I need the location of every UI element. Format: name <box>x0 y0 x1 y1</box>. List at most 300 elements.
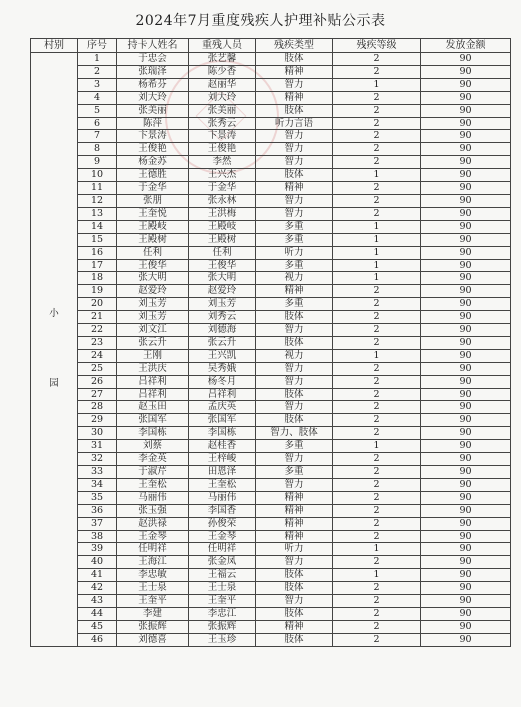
payment-amount: 90 <box>421 543 511 556</box>
disability-type: 智力、肢体 <box>256 427 333 440</box>
disability-level: 2 <box>333 298 421 311</box>
payment-amount: 90 <box>421 207 511 220</box>
table-row <box>31 556 511 569</box>
disability-level: 1 <box>333 220 421 233</box>
cardholder-name: 刘文江 <box>117 324 189 337</box>
disability-type: 精神 <box>256 491 333 504</box>
disability-type: 多重 <box>256 298 333 311</box>
payment-amount: 90 <box>421 556 511 569</box>
row-index: 6 <box>78 117 117 130</box>
payment-amount: 90 <box>421 117 511 130</box>
table-row <box>31 530 511 543</box>
header-amount: 发放金额 <box>421 39 511 53</box>
table-row <box>31 595 511 608</box>
disability-type: 智力 <box>256 324 333 337</box>
row-index: 46 <box>78 633 117 646</box>
cardholder-name: 张玉强 <box>117 504 189 517</box>
disability-level: 2 <box>333 324 421 337</box>
disability-level: 2 <box>333 633 421 646</box>
disabled-person-name: 张金凤 <box>189 556 256 569</box>
disability-level: 2 <box>333 53 421 66</box>
disability-type: 智力 <box>256 595 333 608</box>
disabled-person-name: 孙俊荣 <box>189 517 256 530</box>
disability-type: 肢体 <box>256 104 333 117</box>
disability-type: 肢体 <box>256 607 333 620</box>
disability-level: 2 <box>333 388 421 401</box>
table-row <box>31 401 511 414</box>
cardholder-name: 王俊艳 <box>117 143 189 156</box>
disability-type: 智力 <box>256 207 333 220</box>
disabled-person-name: 杨冬月 <box>189 375 256 388</box>
row-index: 33 <box>78 466 117 479</box>
row-index: 42 <box>78 582 117 595</box>
payment-amount: 90 <box>421 401 511 414</box>
disability-type: 智力 <box>256 156 333 169</box>
row-index: 18 <box>78 272 117 285</box>
disability-level: 2 <box>333 595 421 608</box>
payment-amount: 90 <box>421 53 511 66</box>
table-row <box>31 233 511 246</box>
table-row <box>31 169 511 182</box>
payment-amount: 90 <box>421 595 511 608</box>
disability-type: 精神 <box>256 91 333 104</box>
row-index: 37 <box>78 517 117 530</box>
row-index: 30 <box>78 427 117 440</box>
cardholder-name: 王殿岐 <box>117 220 189 233</box>
payment-amount: 90 <box>421 491 511 504</box>
table-row <box>31 491 511 504</box>
row-index: 12 <box>78 194 117 207</box>
disability-level: 2 <box>333 504 421 517</box>
payment-amount: 90 <box>421 504 511 517</box>
disability-type: 多重 <box>256 233 333 246</box>
disabled-person-name: 张大明 <box>189 272 256 285</box>
row-index: 38 <box>78 530 117 543</box>
disabled-person-name: 孟庆英 <box>189 401 256 414</box>
row-index: 2 <box>78 65 117 78</box>
cardholder-name: 刘德喜 <box>117 633 189 646</box>
payment-amount: 90 <box>421 91 511 104</box>
table-row <box>31 375 511 388</box>
payment-amount: 90 <box>421 388 511 401</box>
disability-type: 智力 <box>256 130 333 143</box>
header-village: 村别 <box>31 39 78 53</box>
payment-amount: 90 <box>421 569 511 582</box>
payment-amount: 90 <box>421 375 511 388</box>
table-row <box>31 414 511 427</box>
disabled-person-name: 王奎松 <box>189 478 256 491</box>
row-index: 26 <box>78 375 117 388</box>
disability-level: 2 <box>333 556 421 569</box>
row-index: 17 <box>78 259 117 272</box>
disabled-person-name: 王俊华 <box>189 259 256 272</box>
row-index: 16 <box>78 246 117 259</box>
cardholder-name: 王奎松 <box>117 478 189 491</box>
disabled-person-name: 王玉珍 <box>189 633 256 646</box>
row-index: 11 <box>78 182 117 195</box>
disability-level: 2 <box>333 182 421 195</box>
cardholder-name: 张朋 <box>117 194 189 207</box>
disability-level: 2 <box>333 607 421 620</box>
table-row <box>31 311 511 324</box>
table-row <box>31 156 511 169</box>
table-row <box>31 220 511 233</box>
payment-amount: 90 <box>421 427 511 440</box>
cardholder-name: 吕祥利 <box>117 375 189 388</box>
cardholder-name: 于淑芹 <box>117 466 189 479</box>
disability-level: 2 <box>333 427 421 440</box>
payment-amount: 90 <box>421 65 511 78</box>
disability-type: 智力 <box>256 478 333 491</box>
table-row <box>31 272 511 285</box>
cardholder-name: 王金琴 <box>117 530 189 543</box>
row-index: 45 <box>78 620 117 633</box>
disability-type: 智力 <box>256 78 333 91</box>
table-row <box>31 246 511 259</box>
disabled-person-name: 李国栋 <box>189 427 256 440</box>
disabled-person-name: 张云升 <box>189 336 256 349</box>
cardholder-name: 刘玉芳 <box>117 298 189 311</box>
cardholder-name: 吕祥利 <box>117 388 189 401</box>
disabled-person-name: 张永林 <box>189 194 256 207</box>
row-index: 23 <box>78 336 117 349</box>
disability-level: 2 <box>333 311 421 324</box>
table-row <box>31 543 511 556</box>
disability-level: 2 <box>333 65 421 78</box>
cardholder-name: 赵洪禄 <box>117 517 189 530</box>
disability-type: 肢体 <box>256 388 333 401</box>
table-row <box>31 298 511 311</box>
row-index: 32 <box>78 453 117 466</box>
payment-amount: 90 <box>421 349 511 362</box>
table-row <box>31 569 511 582</box>
disabled-person-name: 李忠江 <box>189 607 256 620</box>
table-row <box>31 91 511 104</box>
disabled-person-name: 陈少香 <box>189 65 256 78</box>
payment-amount: 90 <box>421 633 511 646</box>
disability-type: 肢体 <box>256 414 333 427</box>
payment-amount: 90 <box>421 311 511 324</box>
table-row <box>31 453 511 466</box>
payment-amount: 90 <box>421 453 511 466</box>
disability-type: 精神 <box>256 65 333 78</box>
table-row <box>31 440 511 453</box>
table-row <box>31 633 511 646</box>
disability-type: 精神 <box>256 620 333 633</box>
table-row <box>31 427 511 440</box>
page-title: 2024年7月重度残疾人护理补贴公示表 <box>135 13 386 29</box>
disability-type: 智力 <box>256 401 333 414</box>
cardholder-name: 马丽伟 <box>117 491 189 504</box>
payment-amount: 90 <box>421 194 511 207</box>
disability-level: 2 <box>333 517 421 530</box>
cardholder-name: 李国栋 <box>117 427 189 440</box>
disability-type: 肢体 <box>256 582 333 595</box>
disabled-person-name: 张国军 <box>189 414 256 427</box>
disability-level: 2 <box>333 582 421 595</box>
disability-type: 智力 <box>256 453 333 466</box>
disability-level: 1 <box>333 349 421 362</box>
header-disabled-person: 重残人员 <box>189 39 256 53</box>
disability-type: 智力 <box>256 143 333 156</box>
disability-level: 2 <box>333 91 421 104</box>
disability-level: 2 <box>333 143 421 156</box>
disability-type: 肢体 <box>256 569 333 582</box>
row-index: 19 <box>78 285 117 298</box>
table-row <box>31 362 511 375</box>
disability-level: 2 <box>333 207 421 220</box>
cardholder-name: 王刚 <box>117 349 189 362</box>
disabled-person-name: 张振辉 <box>189 620 256 633</box>
table-row <box>31 388 511 401</box>
header-disability-level: 残疾等级 <box>333 39 421 53</box>
table-row <box>31 582 511 595</box>
row-index: 25 <box>78 362 117 375</box>
subsidy-table <box>30 38 511 647</box>
disability-level: 1 <box>333 246 421 259</box>
disability-level: 2 <box>333 414 421 427</box>
disability-level: 2 <box>333 336 421 349</box>
header-index: 序号 <box>78 39 117 53</box>
disabled-person-name: 王兴凯 <box>189 349 256 362</box>
payment-amount: 90 <box>421 285 511 298</box>
disability-type: 视力 <box>256 349 333 362</box>
disability-type: 精神 <box>256 530 333 543</box>
table-row <box>31 104 511 117</box>
disability-type: 智力 <box>256 375 333 388</box>
cardholder-name: 赵玉田 <box>117 401 189 414</box>
disabled-person-name: 赵桂香 <box>189 440 256 453</box>
payment-amount: 90 <box>421 272 511 285</box>
table-row <box>31 182 511 195</box>
disability-level: 1 <box>333 272 421 285</box>
disability-type: 精神 <box>256 182 333 195</box>
disability-type: 多重 <box>256 220 333 233</box>
row-index: 13 <box>78 207 117 220</box>
header-cardholder: 持卡人姓名 <box>117 39 189 53</box>
table-row <box>31 620 511 633</box>
row-index: 34 <box>78 478 117 491</box>
cardholder-name: 李忠敏 <box>117 569 189 582</box>
row-index: 15 <box>78 233 117 246</box>
row-index: 39 <box>78 543 117 556</box>
row-index: 9 <box>78 156 117 169</box>
disability-type: 肢体 <box>256 336 333 349</box>
cardholder-name: 张国军 <box>117 414 189 427</box>
table-row <box>31 336 511 349</box>
disability-level: 2 <box>333 530 421 543</box>
cardholder-name: 刘玉芳 <box>117 311 189 324</box>
disability-type: 精神 <box>256 504 333 517</box>
table-row <box>31 324 511 337</box>
payment-amount: 90 <box>421 517 511 530</box>
row-index: 31 <box>78 440 117 453</box>
cardholder-name: 任明祥 <box>117 543 189 556</box>
row-index: 3 <box>78 78 117 91</box>
table-row <box>31 504 511 517</box>
row-index: 20 <box>78 298 117 311</box>
cardholder-name: 陈萍 <box>117 117 189 130</box>
cardholder-name: 张瑞泽 <box>117 65 189 78</box>
table-row <box>31 65 511 78</box>
disabled-person-name: 王洪梅 <box>189 207 256 220</box>
disabled-person-name: 王殿树 <box>189 233 256 246</box>
payment-amount: 90 <box>421 478 511 491</box>
disability-type: 智力 <box>256 362 333 375</box>
disability-level: 2 <box>333 375 421 388</box>
disabled-person-name: 刘秀云 <box>189 311 256 324</box>
disability-level: 2 <box>333 466 421 479</box>
disability-type: 多重 <box>256 440 333 453</box>
table-row <box>31 349 511 362</box>
row-index: 7 <box>78 130 117 143</box>
table-row <box>31 466 511 479</box>
disabled-person-name: 刘德海 <box>189 324 256 337</box>
cardholder-name: 杨希芬 <box>117 78 189 91</box>
row-index: 5 <box>78 104 117 117</box>
row-index: 43 <box>78 595 117 608</box>
disabled-person-name: 刘大玲 <box>189 91 256 104</box>
header-disability-type: 残疾类型 <box>256 39 333 53</box>
cardholder-name: 王殿树 <box>117 233 189 246</box>
disability-level: 1 <box>333 169 421 182</box>
disabled-person-name: 王兴杰 <box>189 169 256 182</box>
disabled-person-name: 王士泉 <box>189 582 256 595</box>
cardholder-name: 张云升 <box>117 336 189 349</box>
row-index: 44 <box>78 607 117 620</box>
disability-type: 精神 <box>256 517 333 530</box>
disability-type: 多重 <box>256 466 333 479</box>
row-index: 36 <box>78 504 117 517</box>
payment-amount: 90 <box>421 607 511 620</box>
disability-type: 多重 <box>256 259 333 272</box>
table-row <box>31 207 511 220</box>
disability-level: 2 <box>333 620 421 633</box>
cardholder-name: 王士泉 <box>117 582 189 595</box>
payment-amount: 90 <box>421 156 511 169</box>
cardholder-name: 王俊华 <box>117 259 189 272</box>
disability-type: 智力 <box>256 194 333 207</box>
table-row <box>31 143 511 156</box>
disabled-person-name: 张艺馨 <box>189 53 256 66</box>
payment-amount: 90 <box>421 530 511 543</box>
row-index: 28 <box>78 401 117 414</box>
payment-amount: 90 <box>421 78 511 91</box>
row-index: 27 <box>78 388 117 401</box>
disability-type: 精神 <box>256 285 333 298</box>
row-index: 22 <box>78 324 117 337</box>
table-header-row <box>31 39 511 53</box>
disability-type: 肢体 <box>256 311 333 324</box>
payment-amount: 90 <box>421 414 511 427</box>
cardholder-name: 王德胜 <box>117 169 189 182</box>
disability-level: 2 <box>333 478 421 491</box>
disability-level: 1 <box>333 78 421 91</box>
disabled-person-name: 李然 <box>189 156 256 169</box>
cardholder-name: 卞景涛 <box>117 130 189 143</box>
village-cell: 小 园 <box>31 53 78 647</box>
payment-amount: 90 <box>421 104 511 117</box>
disability-type: 听力 <box>256 246 333 259</box>
disabled-person-name: 吴秀娥 <box>189 362 256 375</box>
disability-level: 2 <box>333 491 421 504</box>
disabled-person-name: 吕祥利 <box>189 388 256 401</box>
row-index: 14 <box>78 220 117 233</box>
row-index: 21 <box>78 311 117 324</box>
table-row <box>31 78 511 91</box>
disabled-person-name: 王梓峻 <box>189 453 256 466</box>
disabled-person-name: 张美丽 <box>189 104 256 117</box>
disability-type: 智力 <box>256 556 333 569</box>
row-index: 4 <box>78 91 117 104</box>
disabled-person-name: 马丽伟 <box>189 491 256 504</box>
row-index: 29 <box>78 414 117 427</box>
disability-level: 1 <box>333 259 421 272</box>
row-index: 40 <box>78 556 117 569</box>
disability-level: 1 <box>333 233 421 246</box>
disability-level: 2 <box>333 156 421 169</box>
cardholder-name: 王奎平 <box>117 595 189 608</box>
table-row <box>31 130 511 143</box>
payment-amount: 90 <box>421 440 511 453</box>
cardholder-name: 刘大玲 <box>117 91 189 104</box>
table-row <box>31 607 511 620</box>
cardholder-name: 王洪庆 <box>117 362 189 375</box>
cardholder-name: 王海江 <box>117 556 189 569</box>
row-index: 35 <box>78 491 117 504</box>
disability-type: 听力言语 <box>256 117 333 130</box>
disabled-person-name: 田恩泽 <box>189 466 256 479</box>
payment-amount: 90 <box>421 182 511 195</box>
cardholder-name: 张振辉 <box>117 620 189 633</box>
table-row <box>31 285 511 298</box>
payment-amount: 90 <box>421 246 511 259</box>
cardholder-name: 张大明 <box>117 272 189 285</box>
payment-amount: 90 <box>421 220 511 233</box>
disabled-person-name: 王奎平 <box>189 595 256 608</box>
disability-type: 视力 <box>256 272 333 285</box>
disabled-person-name: 王俊艳 <box>189 143 256 156</box>
disability-level: 1 <box>333 543 421 556</box>
disabled-person-name: 王福云 <box>189 569 256 582</box>
table-row <box>31 53 511 66</box>
disabled-person-name: 王金琴 <box>189 530 256 543</box>
table-row <box>31 517 511 530</box>
cardholder-name: 于金华 <box>117 182 189 195</box>
table-row <box>31 194 511 207</box>
payment-amount: 90 <box>421 298 511 311</box>
payment-amount: 90 <box>421 362 511 375</box>
cardholder-name: 杨金苏 <box>117 156 189 169</box>
disabled-person-name: 赵丽华 <box>189 78 256 91</box>
payment-amount: 90 <box>421 620 511 633</box>
payment-amount: 90 <box>421 582 511 595</box>
disabled-person-name: 李国香 <box>189 504 256 517</box>
payment-amount: 90 <box>421 324 511 337</box>
disability-level: 1 <box>333 440 421 453</box>
disabled-person-name: 赵爱玲 <box>189 285 256 298</box>
payment-amount: 90 <box>421 169 511 182</box>
disabled-person-name: 于金华 <box>189 182 256 195</box>
disability-level: 1 <box>333 569 421 582</box>
disability-level: 2 <box>333 194 421 207</box>
disabled-person-name: 任利 <box>189 246 256 259</box>
row-index: 8 <box>78 143 117 156</box>
disability-level: 2 <box>333 117 421 130</box>
cardholder-name: 张美丽 <box>117 104 189 117</box>
payment-amount: 90 <box>421 233 511 246</box>
row-index: 24 <box>78 349 117 362</box>
